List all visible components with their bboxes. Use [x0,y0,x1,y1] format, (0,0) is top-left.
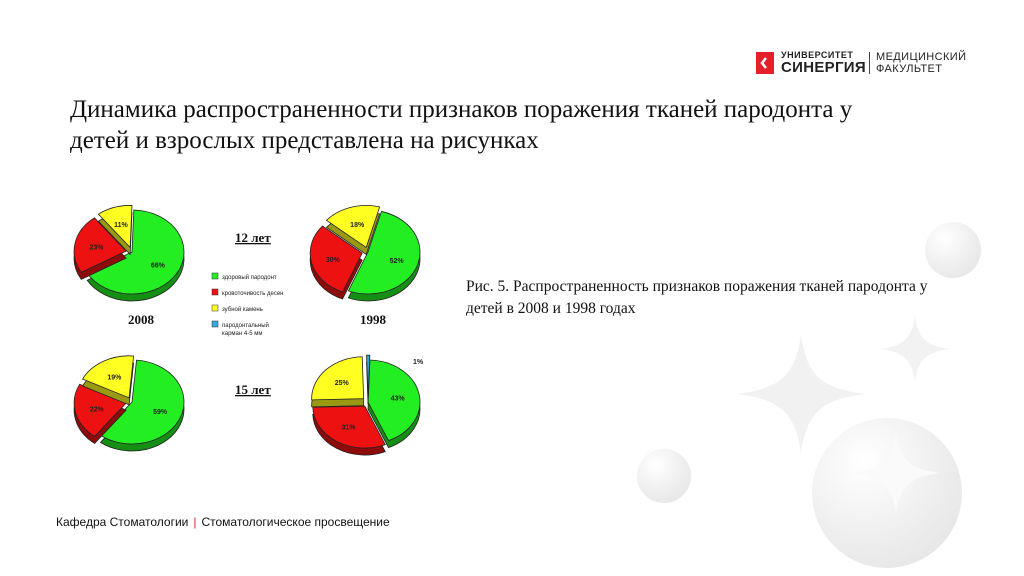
pie-slice-label: 22% [89,406,104,414]
legend-label-continued: карман 4-5 мм [222,331,263,337]
decor-circle-top [925,222,981,278]
decor-star-bottom-icon [852,432,940,514]
footer-department: Кафедра Стоматологии [56,515,189,529]
pie-slice-label: 59% [153,408,168,416]
legend-swatch [212,321,218,327]
decor-circle-small [637,449,691,503]
pie-slice-label: 52% [389,257,404,265]
legend-label: кровоточивость десен [222,291,284,297]
legend-swatch [212,305,218,311]
pie-slice-label: 19% [107,374,122,382]
logo-faculty-line1: МЕДИЦИНСКИЙ [876,51,967,63]
periodontal-pie-charts [70,182,450,462]
decor-star-large-icon [736,334,866,454]
logo-mark-icon [756,52,774,74]
footer-program: Стоматологическое просвещение [201,515,390,529]
pie-slice-label: 11% [114,222,128,230]
legend-label: здоровый пародонт [222,275,277,281]
logo-faculty-line2: ФАКУЛЬТЕТ [876,63,943,75]
pie-slice-label: 43% [390,395,405,403]
logo-synergy-text: СИНЕРГИЯ [781,59,866,76]
label-year-2008: 2008 [128,312,154,327]
university-logo[interactable] [756,50,986,78]
pie-slice-label: 18% [350,222,365,230]
legend-swatch [212,273,218,279]
slide-title: Динамика распространенности признаков поражения тканей пародонта у детей и взрослых представлена на рисунках [70,96,853,154]
footer [56,515,390,529]
pie-slice-label: 25% [334,379,349,387]
label-age-15: 15 лет [235,382,271,397]
figure-caption: Рис. 5. Распространенность признаков поражения тканей пародонта у детей в 2008 и 1998 годах [466,278,928,317]
pie-slice-label: 23% [89,244,104,252]
footer-separator: | [193,515,197,529]
label-age-12: 12 лет [235,230,271,245]
logo-university-text: УНИВЕРСИТЕТ [781,50,854,60]
pie-slice-label: 1% [412,359,424,366]
label-year-1998: 1998 [360,312,386,327]
legend-swatch [212,289,218,295]
decor-circle-large [812,418,962,568]
chart-legend [212,273,283,337]
decor-star-small-icon [880,316,950,382]
pie-slice-label: 66% [150,262,165,270]
legend-label: зубной камень [222,307,263,313]
pie-slice-label: 31% [341,424,356,432]
legend-label: пародонтальный [222,323,269,329]
logo-divider [869,52,870,74]
pie-slice [312,357,364,400]
pie-slice-label: 30% [325,256,340,264]
